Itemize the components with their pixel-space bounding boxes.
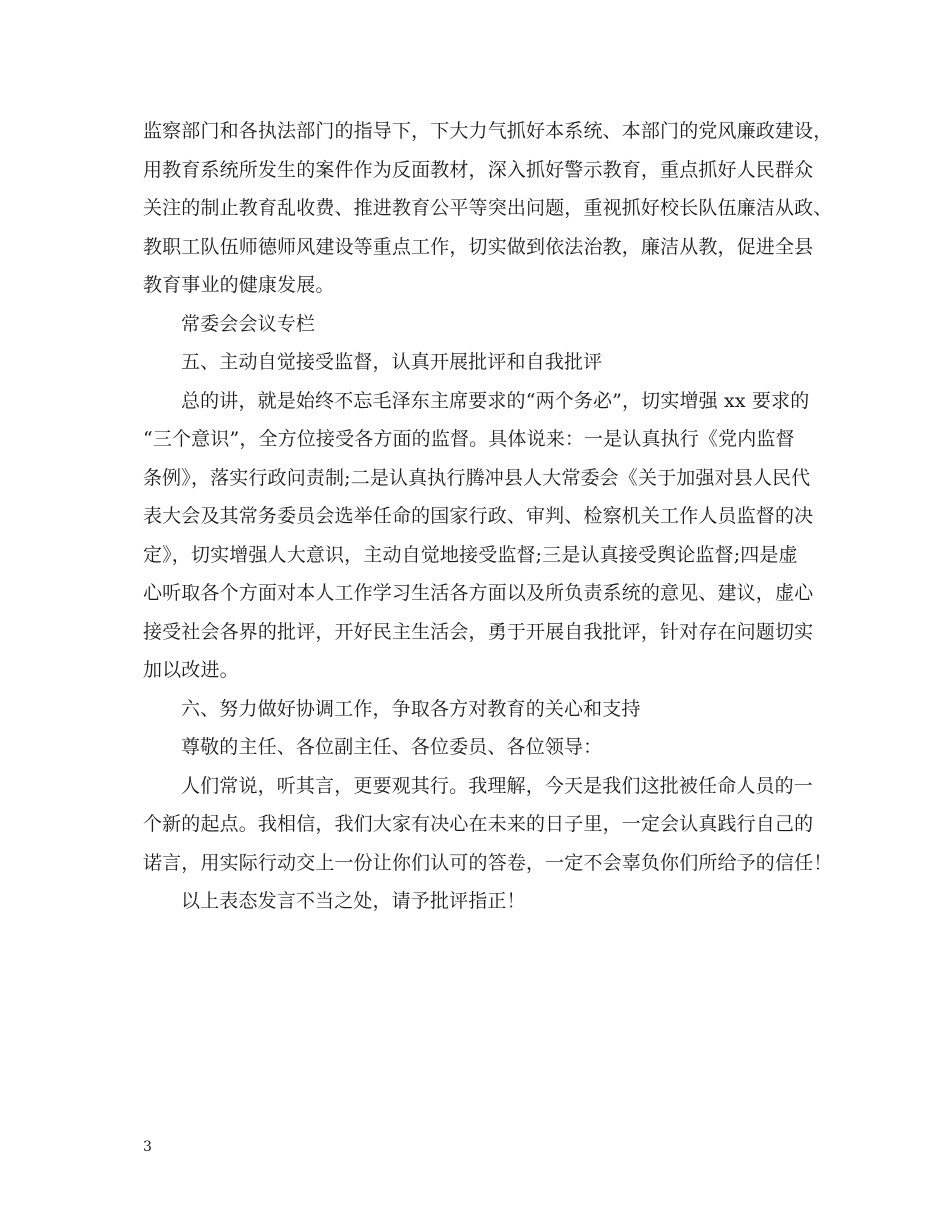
paragraph-commitment-line: 个新的起点。我相信，我们大家有决心在未来的日子里，一定会认真践行自己的	[143, 813, 814, 835]
paragraph-supervision-line: 心听取各个方面对本人工作学习生活各方面以及所负责系统的意见、建议，虚心	[143, 582, 814, 604]
column-title: 常委会会议专栏	[181, 312, 316, 335]
paragraph-supervision-line: 接受社会各界的批评，开好民主生活会，勇于开展自我批评，针对存在问题切实	[143, 620, 814, 643]
closing-statement: 以上表态发言不当之处，请予批评指正！	[181, 890, 526, 912]
document-body	[143, 112, 833, 921]
page-number: 3	[143, 1139, 152, 1155]
paragraph-continuation-line: 监察部门和各执法部门的指导下，下大力气抓好本系统、本部门的党风廉政建设，	[143, 120, 833, 142]
paragraph-continuation-line: 用教育系统所发生的案件作为反面教材，深入抓好警示教育，重点抓好人民群众	[143, 158, 814, 181]
paragraph-supervision-line: 加以改进。	[143, 659, 239, 681]
section-heading-five: 五、主动自觉接受监督，认真开展批评和自我批评	[181, 351, 603, 373]
paragraph-supervision-line: 条例》，落实行政问责制;二是认真执行腾冲县人大常委会《关于加强对县人民代	[143, 466, 811, 489]
paragraph-continuation-line: 教育事业的健康发展。	[143, 274, 335, 296]
paragraph-supervision-line: “三个意识”，全方位接受各方面的监督。具体说来：一是认真执行《党内监督	[143, 428, 795, 450]
paragraph-commitment-first-line: 人们常说，听其言，更要观其行。我理解，今天是我们这批被任命人员的一	[181, 774, 813, 797]
paragraph-supervision-line: 表大会及其常务委员会选举任命的国家行政、审判、检察机关工作人员监督的决	[143, 505, 814, 527]
paragraph-supervision-first-line: 总的讲，就是始终不忘毛泽东主席要求的“两个务必”，切实增强 xx 要求的	[181, 389, 810, 412]
paragraph-supervision-line: 定》，切实增强人大意识，主动自觉地接受监督;三是认真接受舆论监督;四是虚	[143, 543, 798, 566]
paragraph-continuation-line: 教职工队伍师德师风建设等重点工作，切实做到依法治教，廉洁从教，促进全县	[143, 235, 814, 258]
section-heading-six: 六、努力做好协调工作，争取各方对教育的关心和支持	[181, 697, 641, 720]
salutation: 尊敬的主任、各位副主任、各位委员、各位领导：	[181, 736, 603, 758]
paragraph-continuation-line: 关注的制止教育乱收费、推进教育公平等突出问题，重视抓好校长队伍廉洁从政、	[143, 197, 833, 219]
paragraph-commitment-line: 诺言，用实际行动交上一份让你们认可的答卷，一定不会辜负你们所给予的信任！	[143, 851, 833, 874]
